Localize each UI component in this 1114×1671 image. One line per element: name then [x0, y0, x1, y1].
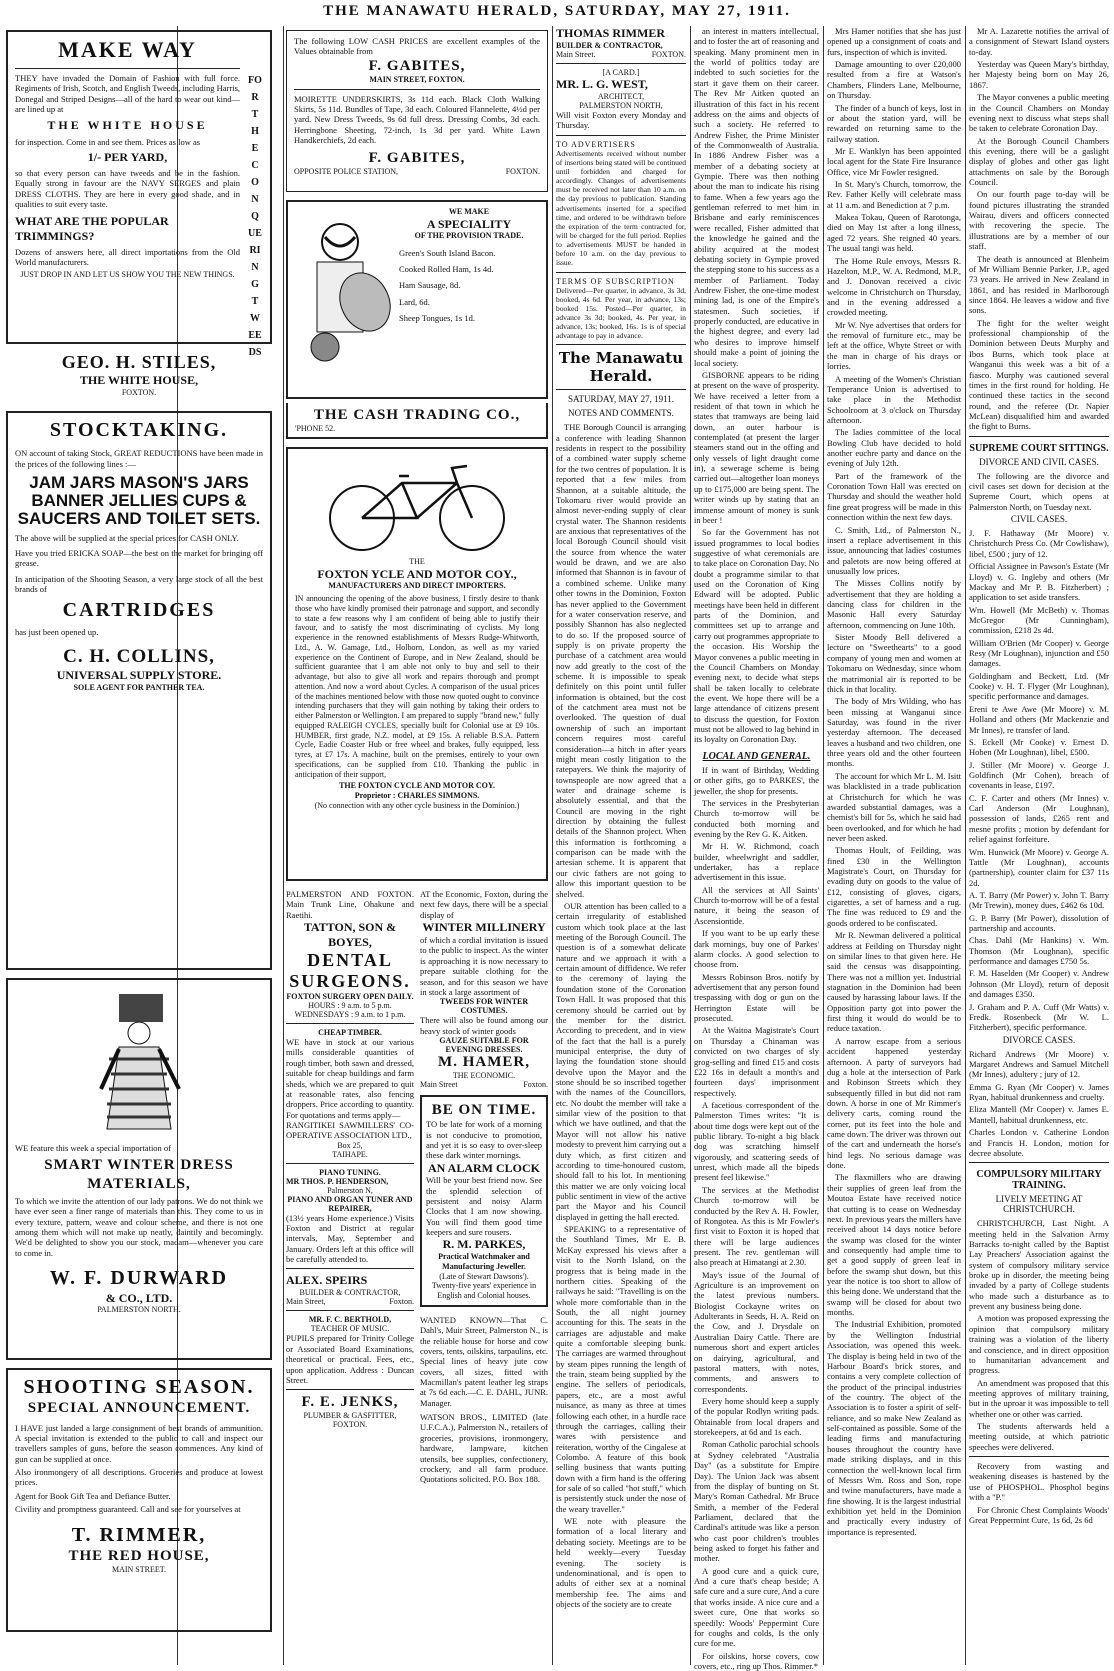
ad-hours: HOURS : 9 a.m. to 5 p.m.	[308, 1001, 392, 1011]
ad-title: BE ON TIME.	[431, 1101, 537, 1118]
ad-name: THE CASH TRADING CO.,	[313, 407, 521, 423]
ad-title: WINTER MILLINERY	[422, 920, 546, 935]
column-rule	[283, 26, 284, 1665]
article-paragraph: OUR attention has been called to a certain irregularity of established custom which took place at the last meeting of the Borough Council. The question is of a somewhat delicate nature and we approach it with a certain amount of diffidence. We refer to the ceremony of laying the foundation stone of the Coronation Town Hall. It was proposed that this ceremony should be carried out by the member for the district. According to precedent, and in view of the fact that the hall is a purely municipal enterprise, the duty of laying the foundation stone should devolve upon the Mayor and the stone should be so inscribed together with the names of the Councillors, etc. No doubt the member will take a similar view of the position to that which we have outlined, and that the Mayor will not allow his native modesty to prevent him carrying out a duty which, as first citizen and according to time-honoured custom, should fall to his lot. In mentioning this matter we are only voicing local public sentiment in view of the active part the Mayor and his Council displayed in getting the hall erected.	[556, 900, 686, 1222]
ad-text: MOIRETTE UNDERSKIRTS, 3s 11d each. Black Cloth Walking Skirts, 5s 11d. Bundles of Tape, 3d each. Coloured Flannelette, 4½d per yard. New Dress Tweeds, 9s 6d full dress. Dressing Combs, 3d each. Herringbone Sheeting, 72-inch, 1s 3d per yard. White Lawn Handkerchiefs, 2d each.	[294, 93, 540, 146]
ad-name: RANGITIKEI SAWMILLERS' CO-OPERATIVE ASSOCIATION LTD.,	[286, 1119, 414, 1141]
ad-house: THE WHITE HOUSE	[47, 118, 208, 133]
ad-name: F. GABITES,	[368, 149, 466, 166]
ad-trade: PIANO AND ORGAN TUNER AND REPAIRER,	[287, 1194, 413, 1213]
article-paragraph: Messrs Robinson Bros. notify by advertisement that any person found trespassing with dog or gun on the Herrington Estate will be prosecuted.	[694, 971, 819, 1024]
list-item: Cooked Rolled Ham, 1s 4d.	[399, 264, 494, 275]
case-entry: Eliza Mantell (Mr Cooper) v. James E. Mantell, habitual drunkenness, etc.	[969, 1104, 1109, 1125]
ad-question: WHAT ARE THE POPULAR TRIMMINGS?	[15, 214, 169, 243]
shooting-season-ad	[6, 1368, 272, 1632]
ad-text: has just been opened up.	[15, 626, 99, 637]
provision-list	[399, 245, 539, 326]
ad-card: [A CARD.]	[602, 68, 640, 77]
ad-surgery: FOXTON SURGERY OPEN DAILY.	[286, 992, 414, 1002]
ad-street: MAIN STREET, FOXTON.	[369, 75, 465, 85]
article-paragraph: Mrs Hamer notifies that she has just opened up a consignment of coats and furs, inspection of which is invited.	[827, 26, 961, 57]
list-item: Green's South Island Bacon.	[399, 248, 496, 259]
article-paragraph: C. Smith, Ltd., of Palmerston N., insert a replace advertisement in this issue, announcing that ladies' costumes and paletots are now being offered at unusually low prices.	[827, 524, 961, 576]
ad-store: UNIVERSAL SUPPLY STORE.	[56, 668, 222, 683]
section-subtitle: LIVELY MEETING AT CHRISTCHURCH.	[995, 1194, 1083, 1215]
notice-text: Delivered—Per quarter, in advance, 3s 3d, booked, 4s 6d. Per year, in advance, 13s; booked 15s. Posted—Per quarter, in advance 3s 3d; booked, 4s. Per year, in advance, 13s; booked, 16s. 1s is of special advantage to pay in advance.	[556, 285, 686, 341]
case-entry: J. F. Hathaway (Mr Moore) v. Christchurch Press Co. (Mr Cowlishaw), libel, £500 ; jury of 12.	[969, 528, 1109, 559]
article-paragraph: Mr E. Wanklyn has been appointed local agent for the State Fire Insurance Office, vice Mr Fowler resigned.	[827, 145, 961, 177]
notice-text: Advertisements received without number of insertions being stated will be continued until forbidden and charged for accordingly. Changes of advertisements must be received not later than 10 a.m. on the day previous to publication. Standing advertisements inserted for a specified time, and ordered to be withdrawn before the expiration of the term contracted for, will be charged for the full period. Replies to advertisements MUST be handed in before 10 a.m. on the day previous to issue.	[556, 148, 686, 268]
article-paragraph: The services in the Presbyterian Church to-morrow will be conducted both morning and evening by the Rev G. K. Aitken.	[694, 797, 819, 839]
column-6	[969, 26, 1109, 1665]
ad-text: of which a cordial invitation is issued to the public to inspect. As the winter is approaching it is now necessary to prepare suitable clothing for the season, and for this season we have in stock a large assortment of	[420, 935, 548, 997]
article-paragraph: A good cure and a quick cure, And a cure that's cheap beside; A safe cure and a sure cure, And a cure that works inside. A nice cure and a sweet cure, One that works so speedily: Woods' Peppermint Cure for coughs and colds, Is the only cure for me.	[694, 1565, 819, 1649]
section-subtitle: CIVIL CASES.	[1010, 514, 1068, 525]
ad-name: R. M. PARKES,	[442, 1237, 526, 1252]
ad-agent: SOLE AGENT FOR PANTHER TEA.	[73, 682, 205, 692]
column-4	[694, 26, 819, 1671]
ad-trade: OF THE PROVISION TRADE.	[414, 231, 524, 241]
ad-note: (Late of Stewart Dawsons'). Twenty-five years' experience in English and Colonial houses.	[431, 1271, 537, 1301]
ad-title: STOCKTAKING.	[49, 419, 229, 441]
case-entry: A. T. Barry (Mr Power) v. John T. Barry (Mr Trewin), money dues, £462 6s 10d.	[969, 889, 1109, 911]
ad-text: To which we invite the attention of our lady patrons. We do not think we have ever seen a finer range of materials than this. They come to us in every texture, pattern, weave and colour scheme, and there is not one among them which will not make up neatly, daintily and becomingly. We'd be delighted to show you our stock, madam—whenever you care to come in.	[15, 1195, 263, 1258]
ad-town: FOXTON.	[121, 388, 157, 397]
article-paragraph: If you want to be up early these dark mornings, buy one of Parkes' alarm clocks. A good selection to choose from.	[694, 928, 819, 970]
article-paragraph: Sister Moody Bell delivered a lecture on "Sweethearts" to a good company of young men and women at Tokomaru on Wednesday, since whom the matrimonial air is reported to be thick in that locality.	[827, 632, 961, 694]
section-title: COMPULSORY MILITARY TRAINING.	[976, 1169, 1102, 1192]
article-paragraph: The ladies committee of the local Bowling Club have decided to hold another euchre party and dance on the evening of July 12th.	[827, 427, 961, 469]
ad-town: Foxton.	[389, 1297, 414, 1307]
ad-phone: 'PHONE 52.	[295, 424, 336, 433]
stocktaking-ad	[6, 411, 272, 970]
ad-name: FOXTON YCLE AND MOTOR COY.,	[317, 566, 517, 581]
section-title: TO ADVERTISERS	[556, 139, 636, 149]
bicycle-illustration	[317, 458, 517, 553]
ad-name: GEO. H. STILES,	[61, 352, 217, 372]
ad-text: Have you tried ERICKA SOAP—the best on the market for bringing off grease.	[15, 548, 263, 569]
ad-text: Agent for Book Gift Tea and Defiance Butter.	[15, 1490, 171, 1501]
article-paragraph: At the Waitoa Magistrate's Court on Thursday a Chinaman was convicted on two charges of sly grog-selling and fined £15 and costs £22 16s in default a month's and fourteen days' imprisonment respectively.	[694, 1025, 819, 1098]
case-entry: Official Assignee in Pawson's Estate (Mr Lloyd) v. G. Ingleby and others (Mr Mackay and Mr P. B. Fitzherbert) ; application to set aside transfers.	[969, 561, 1109, 603]
grocer-illustration	[295, 207, 395, 377]
ad-trade: BUILDER & CONTRACTOR,	[299, 1288, 401, 1298]
ad-text: for inspection. Come in and see them. Prices as low as	[15, 136, 201, 147]
ad-gauze: GAUZE SUITABLE FOR EVENING DRESSES.	[439, 1035, 529, 1054]
column-rule	[552, 26, 553, 1665]
ad-sub: MANUFACTURERS AND DIRECT IMPORTERS.	[328, 581, 506, 591]
ad-trade: ARCHITECT,	[597, 92, 645, 101]
ad-text: so that every person can have tweeds and be in the fashion. Equally strong in favour are the NAVY SERGES and plain DRESS CLOTHS. They are here in every good shade, and in qualities to suit every taste.	[15, 167, 240, 209]
article-paragraph: For oilskins, horse covers, cow covers, etc., ring up Thos. Rimmer.*	[694, 1650, 819, 1671]
ad-text: Dozens of answers here, all direct importations from the Old World manufacturers.	[15, 246, 240, 267]
ad-name: MR. F. C. BERTHOLD,	[308, 1315, 392, 1325]
section-title: TERMS OF SUBSCRIPTION	[556, 276, 675, 286]
article-paragraph: Roman Catholic parochial schools at Sydney celebrated "Australia Day" (as a substitute for Empire Day). The Union Jack was absent from the display of bunting on St. Mary's Roman Cathedral. Mr Bruce Smith, a member of the Federal Parliament, declared that the Cardinal's attitude was like a person who cast poor children's troubles being asked to forget his father and mother.	[694, 1439, 819, 1564]
list-item: Sheep Tongues, 1s 1d.	[399, 312, 475, 323]
small-ad: For Chronic Chest Complaints Woods' Great Peppermint Cure, 1s 6d, 2s 6d	[969, 1504, 1109, 1525]
ad-trade: PLUMBER & GASFITTER,	[303, 1411, 397, 1421]
lady-figure-illustration	[79, 989, 199, 1139]
ad-name: ALEX. SPEIRS	[286, 1273, 368, 1288]
ad-trade: BUILDER & CONTRACTOR,	[556, 41, 663, 50]
ad-text: There will also be found among our heavy stock of winter goods	[420, 1015, 548, 1036]
ad-text: The above will be supplied at the special prices for CASH ONLY.	[15, 532, 239, 543]
wanted-notice: WANTED KNOWN—That C. Dahl's, Muir Street, Palmerston N., is the reliable house for horse and cow covers, tents, oilskins, tarpaulins, etc. Special lines of heavy jute cow covers, all sizes, fitted with Macmillan's patent leather leg straps at 7s 6d each.—C. E. DAHL, JUNR. Manager.	[420, 1314, 548, 1408]
small-ad: Recovery from wasting and weakening diseases is hastened by the use of PHOSPHOL. Phosphol begins with a "P."	[969, 1461, 1109, 1503]
ad-town: PALMERSTON NORTH.	[97, 1305, 181, 1315]
ad-town: Palmerston N,	[327, 1185, 373, 1195]
case-entry: Wm. Hunwick (Mr Moore) v. George A. Tattle (Mr Loughnan), accounts (partnership), counter claim for £37 11s 2d.	[969, 846, 1109, 888]
article-paragraph: The Misses Collins notify by advertisement that they are holding a dancing class for children in the Masonic Hall every Saturday afternoon, commencing on June 10th.	[827, 578, 961, 630]
ad-items: JAM JARS MASON'S JARS BANNER JELLIES CUPS & SAUCERS AND TOILET SETS.	[17, 473, 261, 528]
watson-notice: WATSON BROS., LIMITED (late U.F.C.A.), Palmerston N., retailers of groceries, provisions, ironmongery, hardware, lampware, kitchen utensils, bee supplies, confectionery, crockery, and all farm produce. Quotations solicited. P.O. Box 188.	[420, 1412, 548, 1485]
ad-the: THE	[409, 557, 425, 566]
ad-house: THE WHITE HOUSE,	[79, 373, 199, 387]
case-entry: G. P. Barry (Mr Power), dissolution of partnership and accounts.	[969, 912, 1109, 934]
article-paragraph: CHRISTCHURCH, Last Night. A meeting held in the Salvation Army Barracks to-night called by the Baptist Lay Preachers' Association against the system of compulsory military service broke up in disorder, the meeting being invaded by a party of College students who made such a disturbance as to prevent any business being done.	[969, 1218, 1109, 1312]
section-title: NOTES AND COMMENTS.	[568, 408, 674, 419]
ad-text: AT the Economic, Foxton, during the next few days, there will be a special display of	[420, 889, 548, 920]
ad-name: W. F. DURWARD	[49, 1267, 229, 1290]
case-entry: J. Stiller (Mr Moore) v. George J. Goldfinch (Mr Cohen), breach of covenants in lease, £197.	[969, 759, 1109, 791]
ad-text: Civility and promptness guaranteed. Call and see for yourselves at	[15, 1504, 241, 1515]
ad-name: T. RIMMER,	[71, 1523, 207, 1546]
ad-title: MAKE WAY	[58, 37, 197, 62]
ad-text: TO be late for work of a morning is not conducive to promotion, and yet it is so easy to over-sleep these dark winter mornings.	[426, 1119, 542, 1161]
article-paragraph: WE note with pleasure the formation of a local literary and debating society. Meetings are to be held weekly—every Tuesday evening. The society is undenominational, and is open to adults of either sex at a nominal membership fee. The aims and objects of the society are to create	[556, 1516, 686, 1609]
article-paragraph: GISBORNE appears to be riding at present on the wave of prosperity. We have received a letter from a resident of that town in which he states that tramways are being laid down, an outer harbour is contemplated (at present the larger steamers stand out in the offing and only vessels of light draught come in), a sewerage scheme is being carried out—altogether loan moneys up to £175,000 are being spent. The writer winds up by stating that an immense amount of money is sunk in beer !	[694, 369, 819, 525]
article-paragraph: Mr W. Nye advertises that orders for the removal of furniture etc., may be left at the office, Whyte Street or with the man in charge of his drays or lorries.	[827, 319, 961, 372]
make-way-ad	[6, 30, 272, 358]
case-entry: Richard Andrews (Mr Moore) v. Margaret Andrews and Samuel Mitchell (Mr Innes), adultery ; jury of 12.	[969, 1048, 1109, 1080]
ad-name: F. E. JENKS,	[301, 1394, 399, 1411]
article-paragraph: THE Borough Council is arranging a conference with leading Shannon residents in respect to the possibility of a combined water supply scheme for the two centres of population. It is reported that a few miles from Shannon, at a suitable altitude, the Tokomaru river would provide an almost never-ending supply of clear crystal water. The Shannon residents are anxious that representatives of the local Borough Council should visit the source from whence the water would be drawn, and we are also informed that Shannon is in favour of a combined scheme. Unlike many other towns in the Dominion, Foxton has never applied to the Government for a water conservation reserve, and possibly Shannon has also neglected to do so. If the proposed source of supply is on private property the purchase of a catchment area would now add greatly to the cost of the scheme. It is impossible to speak definitely on this point until fuller information is obtained, but the cost of the catchment area must not be overlooked. The question of dual ownership of such an important concern requires most careful consideration—a hitch in after years might mean costly litigation to the ratepayers. We think the majority of townspeople are now agreed that a water and drainage scheme is absolutely essential, and that the Council are moving in the right direction by obtaining the fullest details of the Shannon project. When this information is forthcoming a comparison can be made with the artesian scheme. It is apparent that our civic fathers are not going to allow this important question to be shelved.	[556, 422, 686, 899]
stiles-ad	[6, 352, 272, 397]
article-paragraph: If in want of Birthday, Wedding or other gifts, go to PARKES', the jeweller, the shop for presents.	[694, 764, 819, 796]
case-entry: F. M. Haselden (Mr Cooper) v. Andrew Johnson (Mr Lloyd), return of deposit and damages £350.	[969, 968, 1109, 1000]
case-entry: C. F. Carter and others (Mr Innes) v. Carl Anderson (Mr Loughnan), possession of lands, £265 rent and mesne profits ; motion by defendant for relief against forfeiture.	[969, 792, 1109, 845]
ad-title: CHEAP TIMBER.	[318, 1028, 382, 1038]
article-paragraph: So far the Government has not issued programmes to local bodies suggestive of what ceremonials are to take place on Coronation Day. No doubt a programme similar to that used on the Coronation of King Edward will be adopted. Public meetings have been held in different parts of the Dominion, and committees set up to arrange and carry out programmes appropriate to the occasion. His Worship the Mayor convenes a public meeting in the Council Chambers on Monday evening next, to decide what steps shall be taken locally to celebrate the event. We hope there will be a large attendance of citizens present to discuss the question, for Foxton must not be allowed to lag behind in its loyalty on Coronation Day.	[694, 527, 819, 745]
ad-name: C. H. COLLINS,	[63, 646, 215, 668]
article-paragraph: The body of Mrs Wilding, who has been missing at Wanganui since Saturday, was found in the river yesterday afternoon. The deceased leaves a husband and two children, one three years old and the other fourteen months.	[827, 696, 961, 769]
article-paragraph: A motion was proposed expressing the opinion that compulsory military training was a violation of the liberty and conscience, and in direct opposition to humanitarian advancement and progress.	[969, 1313, 1109, 1376]
ad-town: FOXTON.	[651, 50, 686, 59]
article-paragraph: A meeting of the Women's Christian Temperance Union is advertised to take place in the Methodist Schoolroom at 3 o'clock on Thursday afternoon.	[827, 373, 961, 425]
article-paragraph: SPEAKING to a representative of the Southland Times, Mr E. B. McKay expressed his views after a visit to the North Island, on the progress that is being made in the northern cities. Speaking of the railways he said: "Travelling is on the whole more comfortable than in the South, the all night journey accounting for this. The seats in the carriages are adjustable and make quite a comfortable sleeping bunk. The carriages are warmed throughout by steam pipes running the length of the train, steam being supplied by the engine. The sellers of periodicals, papers, etc., are a most awful nuisance, as many as three at times following each other, in a hurdle race through the carriages, calling their wares with persistence and reiteration, worthy of the Cingalese at Colombo. A feature of this book selling business that wants putting down with a firm hand is the offering for sale of so called "hot stuff," which is persistently stuck under the nose of the weary traveller."	[556, 1224, 686, 1514]
article-paragraph: Mr H. W. Richmond, coach builder, wheelwright and saddler, undertaker, has a replace advertisement in this issue.	[694, 841, 819, 883]
ad-speciality: A SPECIALITY	[426, 216, 512, 231]
ad-name: MR THOS. P. HENDERSON,	[286, 1176, 389, 1186]
article-paragraph: Damage amounting to over £20,000 resulted from a fire at Watson's Chambers, Flinders Lane, Melbourne, on Thursday.	[827, 59, 961, 101]
ad-title: SHOOTING SEASON.	[23, 1376, 255, 1398]
ad-tweeds: TWEEDS FOR WINTER COSTUMES.	[439, 997, 529, 1016]
ad-text: WE feature this week a special importation of	[15, 1143, 172, 1153]
case-entry: Charles London v. Catherine London and Francis H. London, motion for decree absolute.	[969, 1127, 1109, 1158]
section-title: SUPREME COURT SITTINGS.	[969, 442, 1109, 454]
article-paragraph: A facetious correspondent of the Palmerston Times writes: "It is about time dogs were kept out of the public library. To-night a big black dog was scratching himself vigorously, and scattering seeds of unrest, which made all the bipeds present feel likewise."	[694, 1099, 819, 1183]
article-paragraph: The Mayor convenes a public meeting in the Council Chambers on Monday evening next to discuss what steps shall be taken to celebrate Coronation Day.	[969, 92, 1109, 134]
case-entry: J. Graham and P. A. Cuff (Mr Watts) v. Fredk. Rosenbeck (Mr W. L. Fitzherbert), specific performance.	[969, 1001, 1109, 1033]
list-item: Lard, 6d.	[399, 296, 430, 307]
case-entry: Ereni te Awe Awe (Mr Moore) v. M. Holland and others (Mr Mackenzie and Mr Innes), re transfer of land.	[969, 703, 1109, 735]
article-paragraph: The death is announced at Blenheim of Mr William Bennie Parker, J.P., aged 73 years. He arrived in New Zealand in 1861, and has resided in Marlborough since 1864. He leaves a widow and five sons.	[969, 253, 1109, 316]
article-paragraph: All the services at All Saints' Church to-morrow will be of a festal nature, it being the season of Ascensiontide.	[694, 884, 819, 926]
ad-title: DENTAL SURGEONS.	[289, 950, 411, 992]
ad-proprietor: Proprietor : CHARLES SIMMONS.	[354, 791, 480, 801]
ad-street: Main Street	[420, 1079, 458, 1089]
case-entry: S. Eckell (Mr Cooke) v. Ernest D. Hoben (Mr Loughnan), libel, £500.	[969, 736, 1109, 758]
ad-text: (13½ years Home experience.) Visits Foxton and District at regular intervals, May, September and January. Orders left at this office will be carefully attended to.	[286, 1212, 414, 1265]
article-paragraph: The following are the divorce and civil cases set down for decision at the Supreme Court, which opens at Palmerston North, on Tuesday next.	[969, 470, 1109, 512]
column-rule	[823, 26, 824, 1665]
article-paragraph: In St. Mary's Church, tomorrow, the Rev. Father Kelly will celebrate mass at 11 a.m. and Benediction at 7 p.m.	[827, 179, 961, 210]
cycle-ad	[286, 447, 548, 881]
ad-text: Also ironmongery of all descriptions. Groceries and produce at lowest prices.	[15, 1467, 263, 1488]
ad-town: Foxton.	[523, 1079, 548, 1089]
article-paragraph: Mr A. Lazarette notifies the arrival of a consignment of Stewart Island oysters to-day.	[969, 26, 1109, 57]
case-entry: William O'Brien (Mr Cooper) v. George Resy (Mr Loughnan), injunction and £50 damages.	[969, 637, 1109, 669]
ad-subtitle: SPECIAL ANNOUNCEMENT.	[27, 1400, 251, 1417]
ad-town: TAIHAPE.	[332, 1149, 368, 1159]
column-5	[827, 26, 961, 1665]
ad-title: SMART WINTER DRESS MATERIALS,	[44, 1157, 234, 1192]
ad-street: Main Street.	[556, 50, 596, 59]
ad-text: The following LOW CASH PRICES are excellent examples of the Values obtainable from	[294, 36, 540, 57]
paper-title: The Manawatu Herald.	[558, 349, 684, 386]
ad-text: Will visit Foxton every Monday and Thursday.	[556, 110, 686, 131]
article-paragraph: Thomas Hoult, of Feilding, was fined £30 in the Wellington Magistrate's Court, on Thursday for evading duty on goods to the value of £12, consisting of gloves, cigars, cigarettes, a set of harness and a rug. The fine was reduced to £9 and the goods ordered to be confiscated.	[827, 845, 961, 928]
ad-co: & CO., LTD.	[105, 1290, 173, 1305]
article-paragraph: Mr R. Newman delivered a political address at Feilding on Thursday night on similar lines to that given here. He said the census was disappointing. There was not a million yet. Industrial stagnation in the Dominion had been caused by harassing labour laws. If the Opposition party got into power the first thing it would do would be to reduce taxation.	[827, 930, 961, 1034]
dress-materials-ad	[6, 978, 272, 1360]
ad-text: Will be your best friend now. See the splendid selection of persistent and noisy Alarm Clocks that I am now showing. You will find them good time keepers and sure rousers.	[426, 1175, 542, 1238]
column-1	[6, 26, 272, 1665]
article-paragraph: A narrow escape from a serious accident happened yesterday afternoon. A party of surveyors had dug a hole at the intersection of Park and Robinson Streets which they subsequently filled in but did not ram down. A horse in one of Mr Rimmer's delivery carts, coming round the corner, put its feet into the hole and came down. The driver was thrown out of the cart and underneath the horse's hind legs. No serious damage was done.	[827, 1035, 961, 1171]
ad-footer: JUST DROP IN AND LET US SHOW YOU THE NEW THINGS.	[20, 270, 235, 280]
article-paragraph: May's issue of the Journal of Agriculture is an improvement on the latest previous numbers. Biologist Cockayne writes on Adulterants in Seeds, H. A. Reid on the Cow, and J. Drysdale on Australian Dairy Cattle. There are numerous short and expert articles on dairying, agricultural, and pastoral matters, with notes, comments, and answers to correspondents.	[694, 1269, 819, 1394]
ad-town: FOXTON.	[332, 1420, 368, 1430]
on-time-ad	[420, 1095, 548, 1307]
section-title: LOCAL AND GENERAL.	[702, 750, 811, 762]
article-paragraph: The finder of a bunch of keys, lost in or about the station yard, will be rewarded on returning same to the railway station.	[827, 102, 961, 144]
ad-name: MR. L. G. WEST,	[556, 77, 648, 91]
ad-opposite: OPPOSITE POLICE STATION,	[294, 166, 399, 176]
column-3	[556, 26, 686, 1665]
ad-note: (No connection with any other cycle business in the Dominion.)	[314, 800, 520, 810]
case-entry: Wm. Howell (Mr McBeth) v. Thomas McGregor (Mr Cunningham), commission, £218 2s 4d.	[969, 604, 1109, 636]
article-paragraph: The Industrial Exhibition, promoted by the Wellington Industrial Association, was opened this week. The display is being held in two of the Harbour Board's brick stores, and contains a very complete collection of the product of the principal industries of the country. The object of the Association is to foster a spirit of self-reliance, and so make New Zealand as self-contained as possible. Some of the leading firms and manufacturing houses throughout the country have made striking displays, and in this connection the well-known local firm of Messrs Wm. Ross and Son, rope and twine manufacturers, have made a fine showing. It is the largest industrial exhibition yet held in the Dominion and practically every industry of importance is represented.	[827, 1319, 961, 1537]
ad-trade: Practical Watchmaker and Manufacturing Jeweller.	[438, 1252, 530, 1271]
article-paragraph: At the Borough Council Chambers this evening, there will be a gaslight display of globes and other gas light attachments on sale by the Borough Council.	[969, 135, 1109, 188]
ad-alarm: AN ALARM CLOCK	[427, 1160, 540, 1175]
ad-make: WE MAKE	[448, 207, 490, 216]
article-paragraph: Part of the framework of the Coronation Town Hall was erected on Thursday and should the weather hold fine great progress will be made in this connection within the next few days.	[827, 470, 961, 523]
article-paragraph: On our fourth page to-day will be found pictures illustrating the stranded Wairau, divers and officers connected with recovering the specie. The illustrations are by a member of our staff.	[969, 189, 1109, 252]
ad-firm: TATTON, SON & BOYES,	[303, 920, 397, 950]
ad-house: THE RED HOUSE,	[68, 1547, 210, 1564]
section-subtitle: DIVORCE AND CIVIL CASES.	[979, 456, 1099, 467]
ad-text: WE have in stock at our various mills considerable quantities of rough timber, both sawn and dressed, suitable for cheap buildings and farm sheds, which we are prepared to quit at reasonable rates, also fencing droppers. Price according to quantity. For quotations and terms apply—	[286, 1037, 414, 1120]
ad-wed: WEDNESDAYS : 9 a.m. to 1 p.m.	[294, 1010, 406, 1020]
ad-town: PALMERSTON NORTH,	[579, 101, 663, 110]
article-paragraph: The students afterwards held a meeting outside, at which patriotic speeches were delivered.	[969, 1421, 1109, 1452]
gabites-ad	[286, 30, 548, 192]
ad-text: THEY have invaded the Domain of Fashion with full force. Regiments of Irish, Scotch, and English Tweeds, including Harris, Donegal and Striped Designs—all of the hard to wear out kind—are lined up at	[15, 72, 240, 114]
ad-street: MAIN STREET.	[111, 1565, 167, 1575]
ad-trade: TEACHER OF MUSIC.	[310, 1324, 390, 1334]
ad-name: THOMAS RIMMER	[556, 26, 665, 40]
ad-text: ON account of taking Stock, GREAT REDUCTIONS have been made in the prices of the following lines :—	[15, 448, 263, 469]
article-paragraph: Yesterday was Queen Mary's birthday, her Majesty being born on May 26, 1867.	[969, 59, 1109, 90]
column-rule	[965, 26, 966, 1665]
vertical-banner: FOR THE CONQUERING TWEEDS	[248, 75, 262, 358]
article-paragraph: The account for which Mr L. M. Isitt was blacklisted in a trade publication at Christchurch for which he was awarded substantial damages, was a chemist's bill for 5s, which he said had been overlooked, and for which he had never been asked.	[827, 770, 961, 843]
case-entry: Emma G. Ryan (Mr Cooper) v. James Ryan, habitual drunkenness and cruelty.	[969, 1081, 1109, 1103]
article-paragraph: an interest in matters intellectual, and to foster the art of reasoning and speaking. Many prominent men in the world of politics today are indebted to such societies for the start it gave them on their career. The Rev Mr Aitken quoted an illustration of this fact in his recent address on the aims and objects of such a society. He referred to Andrew Fisher, the Prime Minister of the Commonwealth of Australia. In 1886 Andrew Fisher was a member of a debating society at Gympie. There was then nothing about the man to indicate his rising to fame. When a few years ago the gentleman referred to met him in Brisbane and early reminiscences were recalled, Fisher admitted that the knowledge he gained and the ability acquired at the modest debating society in Gympie proved the stepping stone to his success as a member of Parliament. Today Andrew Fisher, the one-time modest mining lad, is one of the Empire's statesmen. Such societies, if properly conducted, are educative in the highest degree, and every lad who desires to improve himself should make a point of joining the local society.	[694, 26, 819, 368]
ad-name: M. HAMER,	[438, 1053, 530, 1070]
ad-text: In anticipation of the Shooting Season, a very large stock of all the best brands of	[15, 573, 263, 595]
case-entry: Goldingham and Beckett, Ltd. (Mr Cooke) v. H. T. Flyger (Mr Loughnan), specific performance and damages.	[969, 670, 1109, 702]
article-paragraph: The fight for the welter weight professional championship of the Dominion between Deuts Murphy and Ibos Burns, which took place at Wanganui this week was a bit of a fiasco. Murphy was cautioned several times in the first round for holding. He continued these tactics in the second round, and the referee (Dr. Napier McLean) disqualified him and awarded the fight to Burns.	[969, 317, 1109, 432]
case-entry: Chas. Dahl (Mr Hankins) v. Wm. Thomson (Mr Loughnan), specific performance and damages £750 5s.	[969, 935, 1109, 967]
column-2	[286, 26, 548, 1665]
ad-trade: THE ECONOMIC.	[452, 1070, 516, 1080]
article-paragraph: The Home Rule envoys, Messrs R. Hazelton, M.P., W. A. Redmond, M.P., and J. Donovan received a civic welcome in Christchurch on Thursday, and in the evening addressed a crowded meeting.	[827, 255, 961, 318]
article-paragraph: The services at the Methodist Church to-morrow will be conducted by the Rev A. H. Fowler, of Rongotea. As this is Mr Fowler's first visit to Foxton it is hoped that there will be large audiences present. The rev. gentleman will also preach at Himatangi at 2.30.	[694, 1184, 819, 1268]
cash-trading-ad	[286, 200, 548, 399]
article-paragraph: Makea Tokau, Queen of Rarotonga, died on May 1st after a long illness, aged 72 years. She reigned 40 years. The usual tangi was held.	[827, 212, 961, 254]
article-paragraph: The flaxmillers who are drawing their supplies of green leaf from the Moutoa Estate have received notice that cutting is to cease on Wednesday next. In previous years the millers have received about 14 days notice before the swamp was closed for the winter and consequently had ample time to get a good supply of green leaf in before the swamp shut down, but this year the notice is too short to allow of this being done. We understand that the swamp will be closed for about two months.	[827, 1172, 961, 1318]
article-paragraph: Every home should keep a supply of the popular Rodlyn writing pads. Obtainable from local drapers and storekeepers, at 6d and 1s each.	[694, 1396, 819, 1438]
ad-cartridges: CARTRIDGES	[62, 599, 216, 622]
ad-box: Box 25,	[337, 1140, 363, 1150]
ad-text: I HAVE just landed a large consignment of best brands of ammunition. A special invitation is extended to the public to call and inspect our travellers samples of guns, before the season commences. Any kind of gun can be supplied at once.	[15, 1422, 263, 1464]
ad-route: PALMERSTON AND FOXTON. Main Trunk Line, Ohakune and Raetihi.	[286, 889, 414, 920]
article-paragraph: An amendment was proposed that this meeting approves of military training, but in the uproar it was impossible to tell whether one or other was carried.	[969, 1377, 1109, 1419]
ad-text: IN announcing the opening of the above business, I firstly desire to thank those who have kindly promised their patronage and support, and secondly to state a few reasons why I am confident of being able to justify their favour, and to satisfy the most discriminating of cyclists. My long experience in the renowned establishments of Messrs Rudge-Whitworth, Ltd., A. W. Gamage, Ltd., Holborn, London, as well as my varied experience on the Continent of Europe, and in New Zealand, should be sufficient guarantee that I am able not only to buy and sell to their advantage, but also to give all work and repairs thorough and prompt attention. And now a word about Cycles. A comparison of the usual prices of the machines mentioned below with those now quoted ought to convince intending purchasers that they will gain nothing by taking their orders to either Palmerston or Wellington. I am prepared to supply "brand new," fully equipped RALEIGH CYCLES, specially built for Colonial use at £9 10s. HUMBER, first grade, N.Z. model, at £9 15s. A reliable B.S.A. Pattern Cycle, Eadie Coaster Hub or free wheel and brakes, fully equipped, less tyres, at £7 17s. A machine, built on the premises, entirely to your own specifications, can be supplied from £10. Thanking the public in anticipation of their support,	[295, 594, 539, 779]
ad-price: 1/- PER YARD,	[87, 150, 168, 165]
column-rule	[690, 26, 691, 1665]
masthead: THE MANAWATU HERALD, SATURDAY, MAY 27, 1911.	[323, 3, 791, 19]
section-subtitle: DIVORCE CASES.	[1002, 1034, 1076, 1045]
ad-title: PIANO TUNING.	[319, 1167, 381, 1177]
ad-street: Main Street,	[286, 1297, 326, 1307]
ad-signature: THE FOXTON CYCLE AND MOTOR COY.	[339, 781, 495, 791]
ad-text: PUPILS prepared for Trinity College or Associated Board Examinations, theoretical or practical. Fees, etc., upon application. Address : Duncan Street.	[286, 1333, 414, 1385]
ad-name: F. GABITES,	[368, 57, 466, 74]
paper-date: SATURDAY, MAY 27, 1911.	[567, 394, 675, 405]
ad-town: FOXTON.	[505, 166, 540, 176]
list-item: Ham Sausage, 8d.	[399, 280, 461, 291]
